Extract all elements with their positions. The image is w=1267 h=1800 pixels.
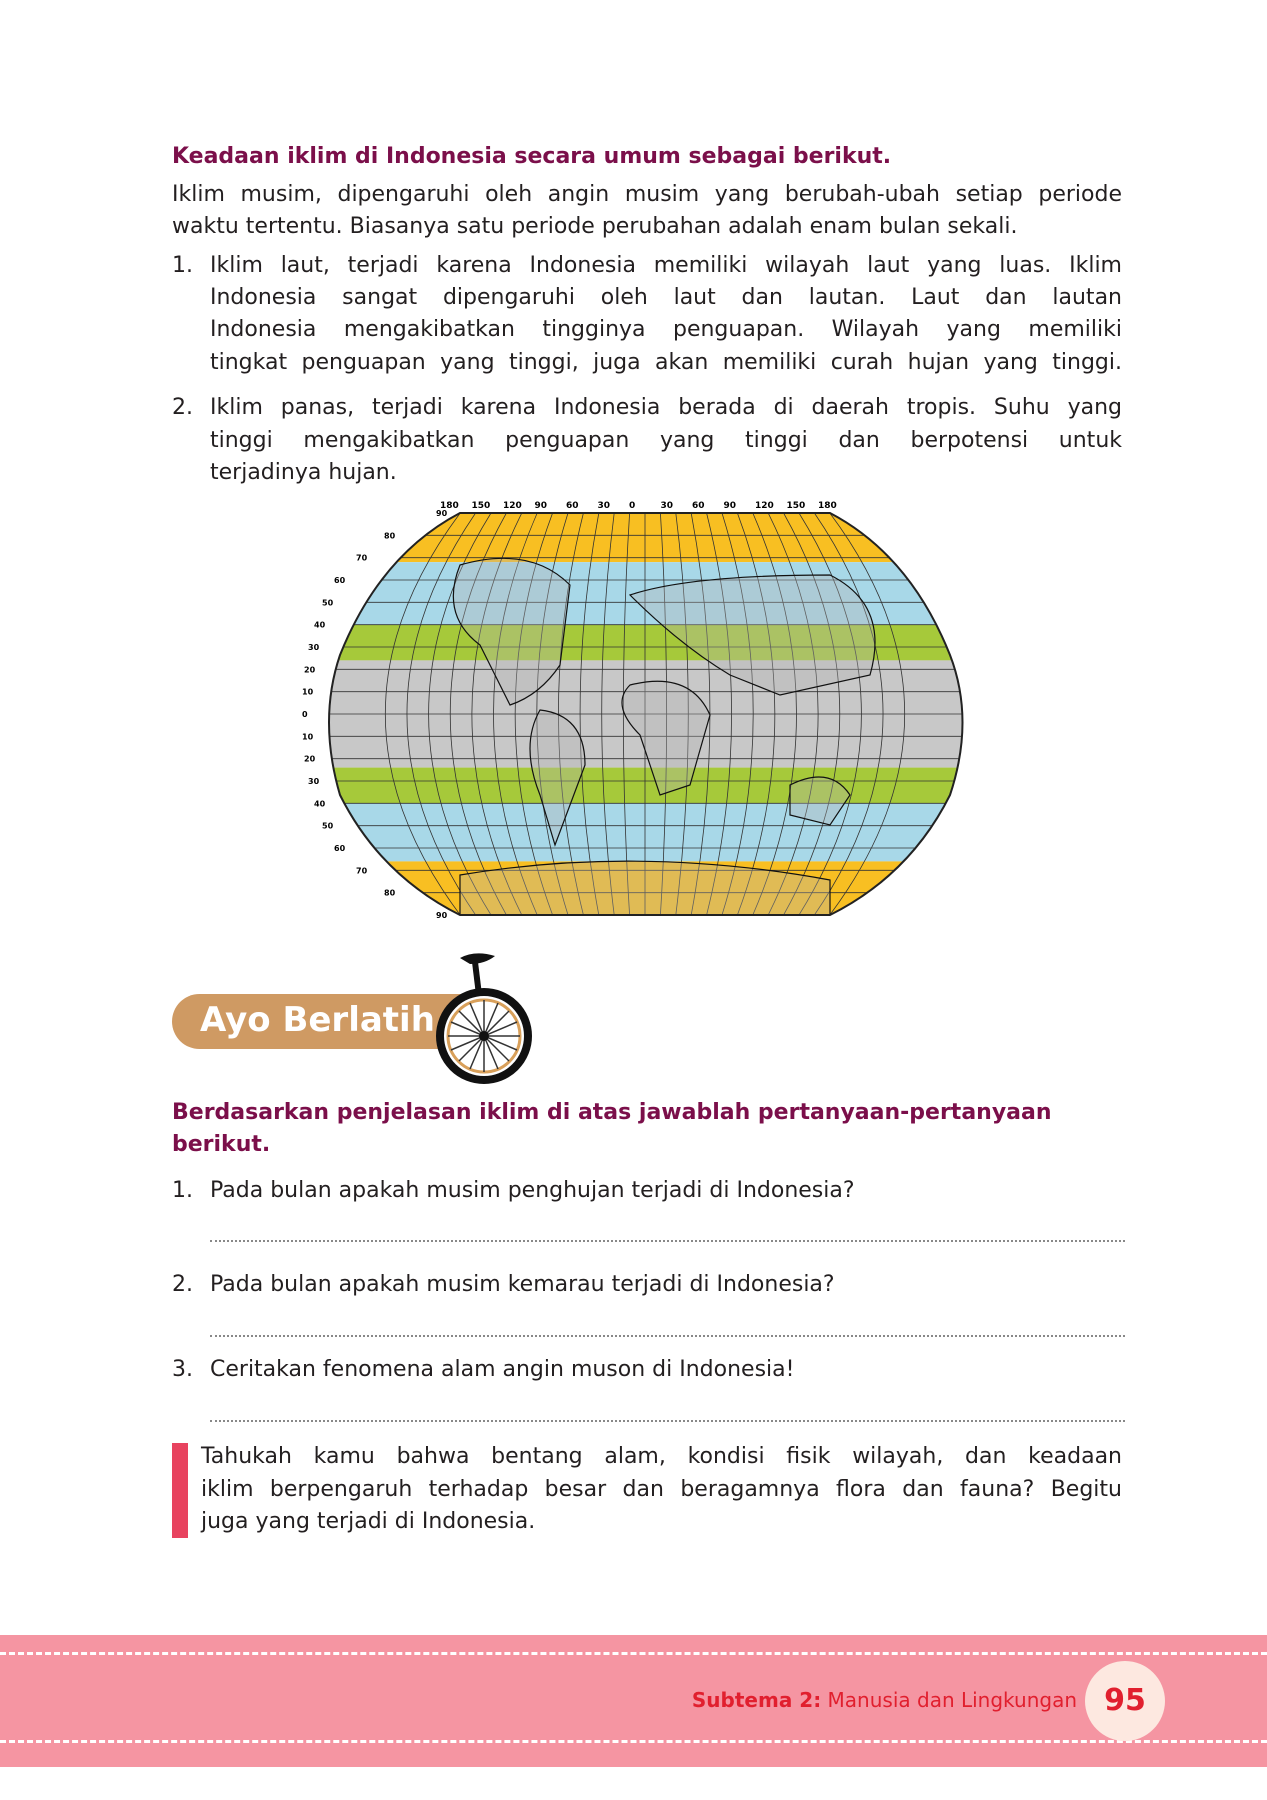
unicycle-icon <box>430 948 540 1085</box>
latitude-label: 20 <box>304 665 316 675</box>
longitude-label: 60 <box>692 501 705 511</box>
longitude-label: 60 <box>566 501 579 511</box>
longitude-label: 90 <box>723 501 737 511</box>
latitude-label: 50 <box>322 821 334 831</box>
question-text: Pada bulan apakah musim penghujan terjadi di Indonesia? <box>210 1178 855 1203</box>
footer-divider <box>0 1740 1267 1743</box>
longitude-label: 30 <box>597 501 611 511</box>
intro-heading: Keadaan iklim di Indonesia secara umum sebagai berikut. <box>172 144 892 169</box>
note-line: Tahukah kamu bahwa bentang alam, kondisi fisik wilayah, dan keadaan <box>201 1444 1122 1469</box>
longitude-label: 120 <box>755 501 774 511</box>
question-text: Pada bulan apakah musim kemarau terjadi di Indonesia? <box>210 1272 835 1297</box>
question-text: Ceritakan fenomena alam angin muson di Indonesia! <box>210 1357 795 1382</box>
longitude-label: 30 <box>660 501 674 511</box>
latitude-label: 50 <box>322 598 334 608</box>
latitude-label: 60 <box>334 576 346 585</box>
world-climate-map <box>302 495 990 930</box>
item-number: 2. <box>172 395 193 420</box>
banner-title: Ayo Berlatih <box>200 1000 435 1040</box>
climate-band <box>310 803 990 861</box>
note-line: iklim berpengaruh terhadap besar dan beragamnya flora dan fauna? Begitu <box>201 1477 1122 1502</box>
item-line: tinggi mengakibatkan penguapan yang tinggi dan berpotensi untuk <box>210 428 1122 453</box>
longitude-label: 180 <box>818 501 837 511</box>
item-line: terjadinya hujan. <box>210 460 397 485</box>
climate-band <box>310 625 990 661</box>
item-line: Iklim laut, terjadi karena Indonesia memiliki wilayah laut yang luas. Iklim <box>210 253 1122 278</box>
latitude-label: 70 <box>356 553 368 563</box>
note-line: juga yang terjadi di Indonesia. <box>201 1509 536 1534</box>
ayo-berlatih-banner <box>172 994 462 1049</box>
intro-line: Iklim musim, dipengaruhi oleh angin musim yang berubah-ubah setiap periode <box>172 182 1122 207</box>
climate-band <box>310 768 990 804</box>
latitude-label: 90 <box>436 911 448 920</box>
question-number: 3. <box>172 1357 193 1382</box>
item-line: Indonesia sangat dipengaruhi oleh laut dan lautan. Laut dan lautan <box>210 285 1122 310</box>
answer-line-3[interactable] <box>210 1420 1125 1422</box>
latitude-label: 40 <box>314 620 326 630</box>
latitude-label: 80 <box>384 531 396 541</box>
exercise-heading: berikut. <box>172 1132 271 1157</box>
answer-line-1[interactable] <box>210 1240 1125 1242</box>
question-number: 1. <box>172 1178 193 1203</box>
item-line: tingkat penguapan yang tinggi, juga akan memiliki curah hujan yang tinggi. <box>210 350 1122 375</box>
latitude-label: 60 <box>334 844 346 853</box>
latitude-label: 80 <box>384 888 396 898</box>
latitude-label: 70 <box>356 866 368 876</box>
subtema-number: Subtema 2: <box>691 1688 822 1712</box>
page-number: 95 <box>1085 1661 1165 1741</box>
latitude-label: 30 <box>308 643 320 652</box>
latitude-label: 20 <box>304 754 316 764</box>
longitude-label: 120 <box>503 501 522 511</box>
latitude-label: 40 <box>314 799 326 809</box>
latitude-label: 10 <box>302 687 314 697</box>
latitude-label: 0 <box>302 710 308 719</box>
note-accent-bar <box>172 1443 188 1538</box>
intro-line: waktu tertentu. Biasanya satu periode perubahan adalah enam bulan sekali. <box>172 214 1018 239</box>
subtema-label <box>692 1688 1077 1712</box>
footer-divider <box>0 1652 1267 1655</box>
longitude-label: 150 <box>471 501 491 511</box>
question-number: 2. <box>172 1272 193 1297</box>
climate-band <box>310 513 990 562</box>
longitude-label: 180 <box>440 501 459 511</box>
exercise-heading: Berdasarkan penjelasan iklim di atas jawablah pertanyaan-pertanyaan <box>172 1100 1052 1125</box>
subtema-title: Manusia dan Lingkungan <box>827 1688 1077 1712</box>
item-line: Indonesia mengakibatkan tingginya penguapan. Wilayah yang memiliki <box>210 317 1122 342</box>
longitude-label: 0 <box>629 501 636 511</box>
longitude-label: 90 <box>534 501 548 511</box>
latitude-label: 90 <box>436 509 448 518</box>
answer-line-2[interactable] <box>210 1335 1125 1337</box>
item-line: Iklim panas, terjadi karena Indonesia berada di daerah tropis. Suhu yang <box>210 395 1122 420</box>
latitude-label: 10 <box>302 732 314 742</box>
latitude-label: 30 <box>308 777 320 786</box>
item-number: 1. <box>172 253 193 278</box>
longitude-label: 150 <box>786 501 806 511</box>
